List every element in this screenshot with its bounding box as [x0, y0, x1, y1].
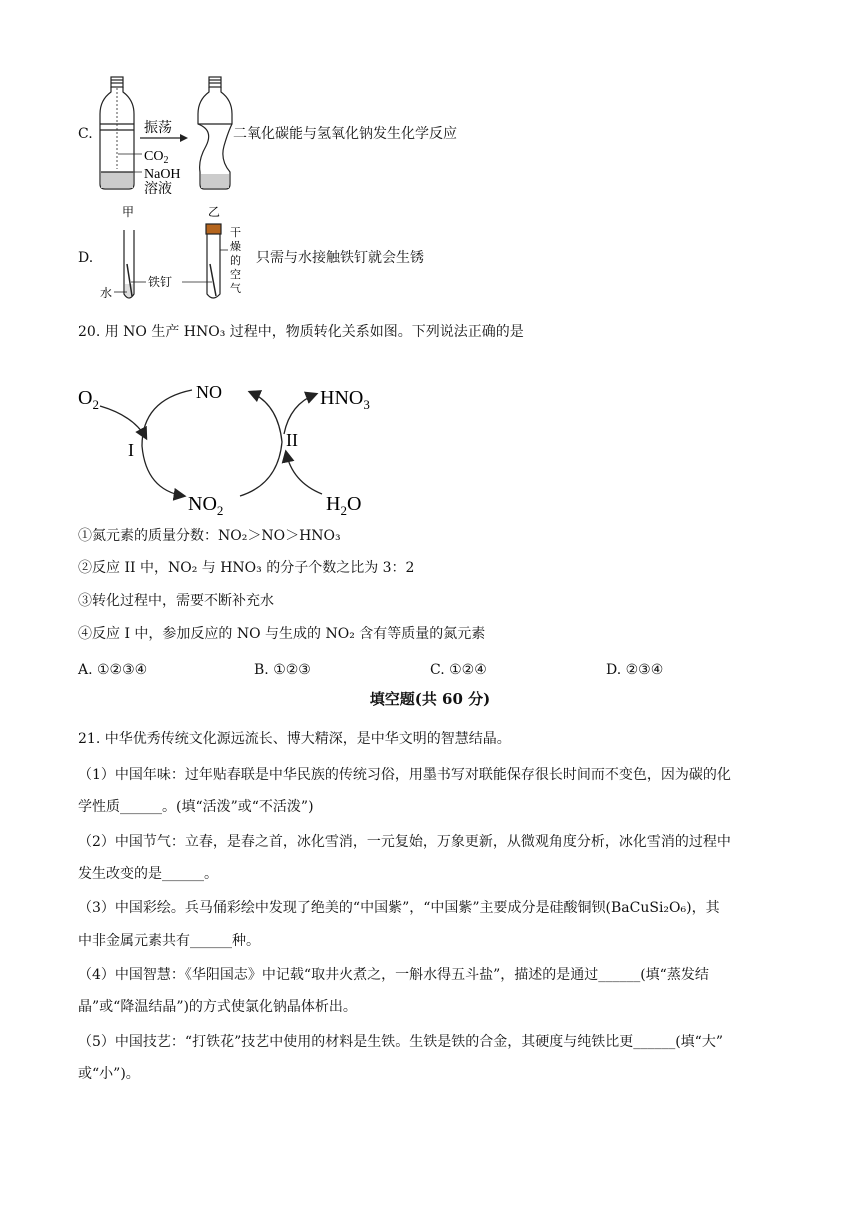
- nail-label: 铁钉: [148, 275, 173, 289]
- test-tube-figure: [96, 202, 256, 308]
- q21-line-10: 或“小”)。: [78, 1066, 140, 1082]
- q21-line-2: 学性质______。(填“活泼”或“不活泼”): [78, 799, 314, 815]
- tube-a-label: 甲: [122, 205, 135, 219]
- bottle-after-icon: [198, 77, 232, 189]
- naoh-label: NaOH: [144, 167, 181, 182]
- o2-arrow: [100, 406, 146, 438]
- tube-b-label: 乙: [208, 205, 221, 219]
- option-c-text: 二氧化碳能与氢氧化钠发生化学反应: [233, 126, 457, 142]
- reaction-2-label: II: [286, 430, 298, 450]
- option-c-letter: C.: [78, 126, 93, 142]
- reaction-1-label: I: [128, 440, 134, 460]
- option-d[interactable]: D. ②③④: [606, 662, 664, 678]
- tube-b-icon: [206, 224, 221, 298]
- option-d-text: 只需与水接触铁钉就会生锈: [256, 250, 424, 266]
- q21-line-9: （5）中国技艺：“打铁花”技艺中使用的材料是生铁。生铁是铁的合金，其硬度与纯铁比更______(填“大”: [78, 1034, 723, 1050]
- nitrogen-cycle-diagram: [70, 372, 390, 520]
- o2-label: $O_2$: [78, 387, 99, 412]
- h2o-arrow: [286, 452, 322, 494]
- section-title: 填空题(共 60 分): [369, 690, 491, 708]
- h2o-label: $H_2O$: [326, 493, 362, 518]
- statement-3: ③转化过程中，需要不断补充水: [78, 593, 274, 609]
- q21-line-4: 发生改变的是______。: [78, 866, 218, 882]
- no2-label: $NO_2$: [188, 493, 224, 518]
- q21-line-3: （2）中国节气：立春，是春之首，冰化雪消，一元复始，万象更新，从微观角度分析，冰化雪消的过程中: [78, 834, 731, 850]
- option-c[interactable]: C. ①②④: [430, 662, 487, 678]
- option-a[interactable]: A. ①②③④: [78, 662, 148, 678]
- q21-line-5: （3）中国彩绘。兵马俑彩绘中发现了绝美的“中国紫”，“中国紫”主要成分是硅酸铜钡(BaCuSi₂O₆)，其: [78, 900, 720, 916]
- statement-2: ②反应 II 中，NO₂ 与 HNO₃ 的分子个数之比为 3：2: [78, 560, 415, 576]
- water-label: 水: [100, 286, 113, 300]
- question-21-stem: 21. 中华优秀传统文化源远流长、博大精深，是中华文明的智慧结晶。: [78, 731, 511, 747]
- tube-a-icon: [124, 230, 134, 298]
- reaction-1-arrow: [142, 390, 192, 496]
- no-label: NO: [196, 382, 222, 402]
- hno3-arrow: [284, 394, 316, 434]
- statement-4: ④反应 I 中，参加反应的 NO 与生成的 NO₂ 含有等质量的氮元素: [78, 626, 486, 642]
- reaction-2-arrow: [240, 392, 282, 496]
- q21-line-1: （1）中国年味：过年贴春联是中华民族的传统习俗，用墨书写对联能保存很长时间而不变色，因为碳的化: [78, 767, 731, 783]
- q21-line-8: 晶”或“降温结晶”)的方式使氯化钠晶体析出。: [78, 999, 357, 1015]
- bottle-experiment-figure: [96, 74, 236, 194]
- shake-label: 振荡: [144, 121, 172, 136]
- statement-1: ①氮元素的质量分数：NO₂＞NO＞HNO₃: [78, 528, 341, 544]
- hno3-label: $HNO_3$: [320, 387, 370, 412]
- dry-air-label: 干 燥 的 空 气: [230, 227, 241, 295]
- solution-label: 溶液: [144, 182, 172, 194]
- question-20-stem: 20. 用 NO 生产 HNO₃ 过程中，物质转化关系如图。下列说法正确的是: [78, 324, 524, 340]
- option-b[interactable]: B. ①②③: [254, 662, 311, 678]
- option-d-letter: D.: [78, 250, 94, 266]
- q21-line-6: 中非金属元素共有______种。: [78, 933, 260, 949]
- co2-label: $CO_2$: [144, 149, 169, 166]
- q21-line-7: （4）中国智慧：《华阳国志》中记载“取井火煮之，一斛水得五斗盐”，描述的是通过______(填“蒸发结: [78, 967, 709, 983]
